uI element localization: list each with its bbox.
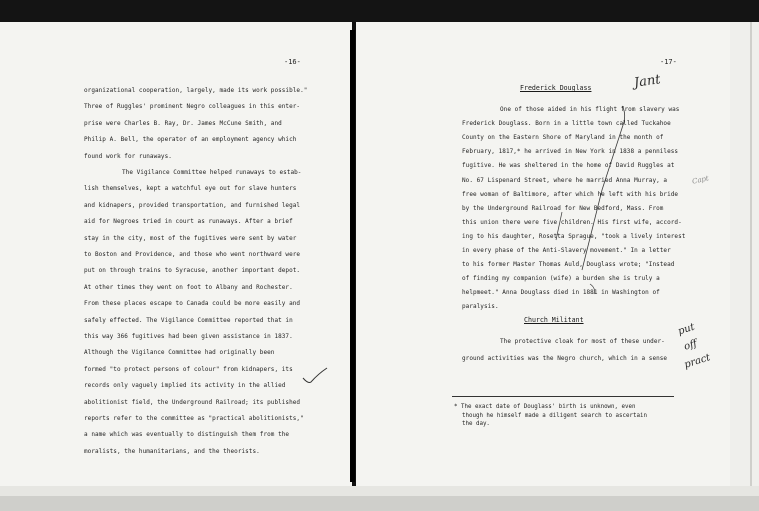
handwritten-annotation-top: Jant [633, 72, 662, 91]
text-line: fugitive. He was sheltered in the home of David Ruggles at [462, 162, 675, 170]
text-line: At other times they went on foot to Albany and Rochester. [84, 283, 293, 291]
right-page [356, 22, 730, 486]
scan-bottom-edge [0, 496, 759, 511]
text-line: moralists, the humanitarians, and the theorists. [84, 447, 260, 455]
text-line: Although the Vigilance Committee had originally been [84, 349, 275, 357]
text-line: prise were Charles B. Ray, Dr. James McCune Smith, and [84, 119, 282, 127]
text-line: in every phase of the Anti-Slavery movement." In a letter [462, 247, 671, 254]
book-gutter [350, 30, 355, 482]
text-line: The Vigilance Committee helped runaways to estab- [122, 169, 302, 176]
text-line: County on the Eastern Shore of Maryland in the month of [462, 134, 664, 142]
scan-right-strip [730, 22, 759, 486]
text-line: though he himself made a diligent search to ascertain [462, 412, 647, 419]
text-line: the day. [462, 421, 490, 427]
text-line: aid for Negroes tried in court as runaways. After a brief [84, 218, 293, 226]
text-line: Three of Ruggles' prominent Negro colleagues in this enter- [84, 103, 301, 111]
left-page [0, 22, 352, 486]
page-number-left: -16- [284, 58, 301, 66]
text-line: organizational cooperation, largely, made its work possible." [84, 87, 308, 94]
text-line: Philip A. Bell, the operator of an employment agency which [84, 136, 297, 144]
text-line: Frederick Douglass. Born in a little town called Tuckahoe [462, 120, 671, 128]
text-line: put on through trains to Syracuse, another important depot. [84, 267, 301, 275]
text-line: formed "to protect persons of colour" from kidnapers, its [84, 365, 293, 373]
handwritten-strokes [356, 22, 730, 486]
text-line: One of those aided in his flight from slavery was [500, 106, 680, 113]
text-line: by the Underground Railroad for New Bedford, Mass. From [462, 204, 664, 212]
text-line: and kidnapers, provided transportation, and furnished legal [84, 201, 301, 209]
text-line: No. 67 Lispenard Street, where he married Anna Murray, a [462, 176, 668, 184]
handwritten-annotation-margin: Capt [691, 174, 710, 186]
text-line: safely effected. The Vigilance Committee reported that in [84, 316, 293, 324]
text-line: ground activities was the Negro church, which in a sense [462, 355, 668, 362]
text-line: helpmeet." Anna Douglass died in 1881 in Washington of [462, 289, 660, 297]
scan-right-edge [750, 22, 752, 486]
scan-background-top [0, 0, 759, 22]
text-line: ing to his daughter, Rosetta Sprague, "took a lively interest [462, 232, 686, 240]
text-line: abolitionist field, the Underground Railroad; its published [84, 398, 301, 406]
handwritten-annotation-side-2: off [682, 338, 699, 353]
text-line: February, 1817,* he arrived in New York in 1838 a penniless [462, 148, 679, 156]
text-line: paralysis. [462, 303, 499, 311]
text-line: free woman of Baltimore, after which he left with his bride [462, 190, 679, 198]
text-line: to his former Master Thomas Auld, Douglass wrote; "Instead [462, 261, 675, 269]
handwritten-annotation-side-1: put [676, 321, 697, 338]
text-line: of finding my companion (wife) a burden she is truly a [462, 275, 660, 283]
text-line: stay in the city, most of the fugitives were sent by water [84, 234, 297, 242]
text-line: this way 366 fugitives had been given assistance in 1837. [84, 333, 293, 340]
left-checkmark [0, 22, 352, 486]
text-line: found work for runaways. [84, 152, 172, 160]
heading-frederick-douglass: Frederick Douglass [520, 84, 592, 92]
text-line: to Boston and Providence, and those who went northward were [84, 251, 301, 258]
text-line: * The exact date of Douglass' birth is unknown, even [454, 404, 636, 410]
text-line: The protective cloak for most of these under- [500, 338, 665, 345]
text-line: lish themselves, kept a watchful eye out for slave hunters [84, 185, 297, 193]
text-line: a name which was eventually to distinguish them from the [84, 431, 290, 439]
page-number-right: -17- [660, 58, 677, 66]
heading-church-militant: Church Militant [524, 316, 584, 324]
text-line: records only vaguely implied its activity in the allied [84, 382, 286, 390]
text-line: this union there were five children. His first wife, accord- [462, 218, 682, 226]
text-line: reports refer to the committee as "practical abolitionists," [84, 415, 304, 422]
handwritten-annotation-side-3: pract [682, 352, 712, 371]
text-line: From these places escape to Canada could be more easily and [84, 300, 301, 308]
